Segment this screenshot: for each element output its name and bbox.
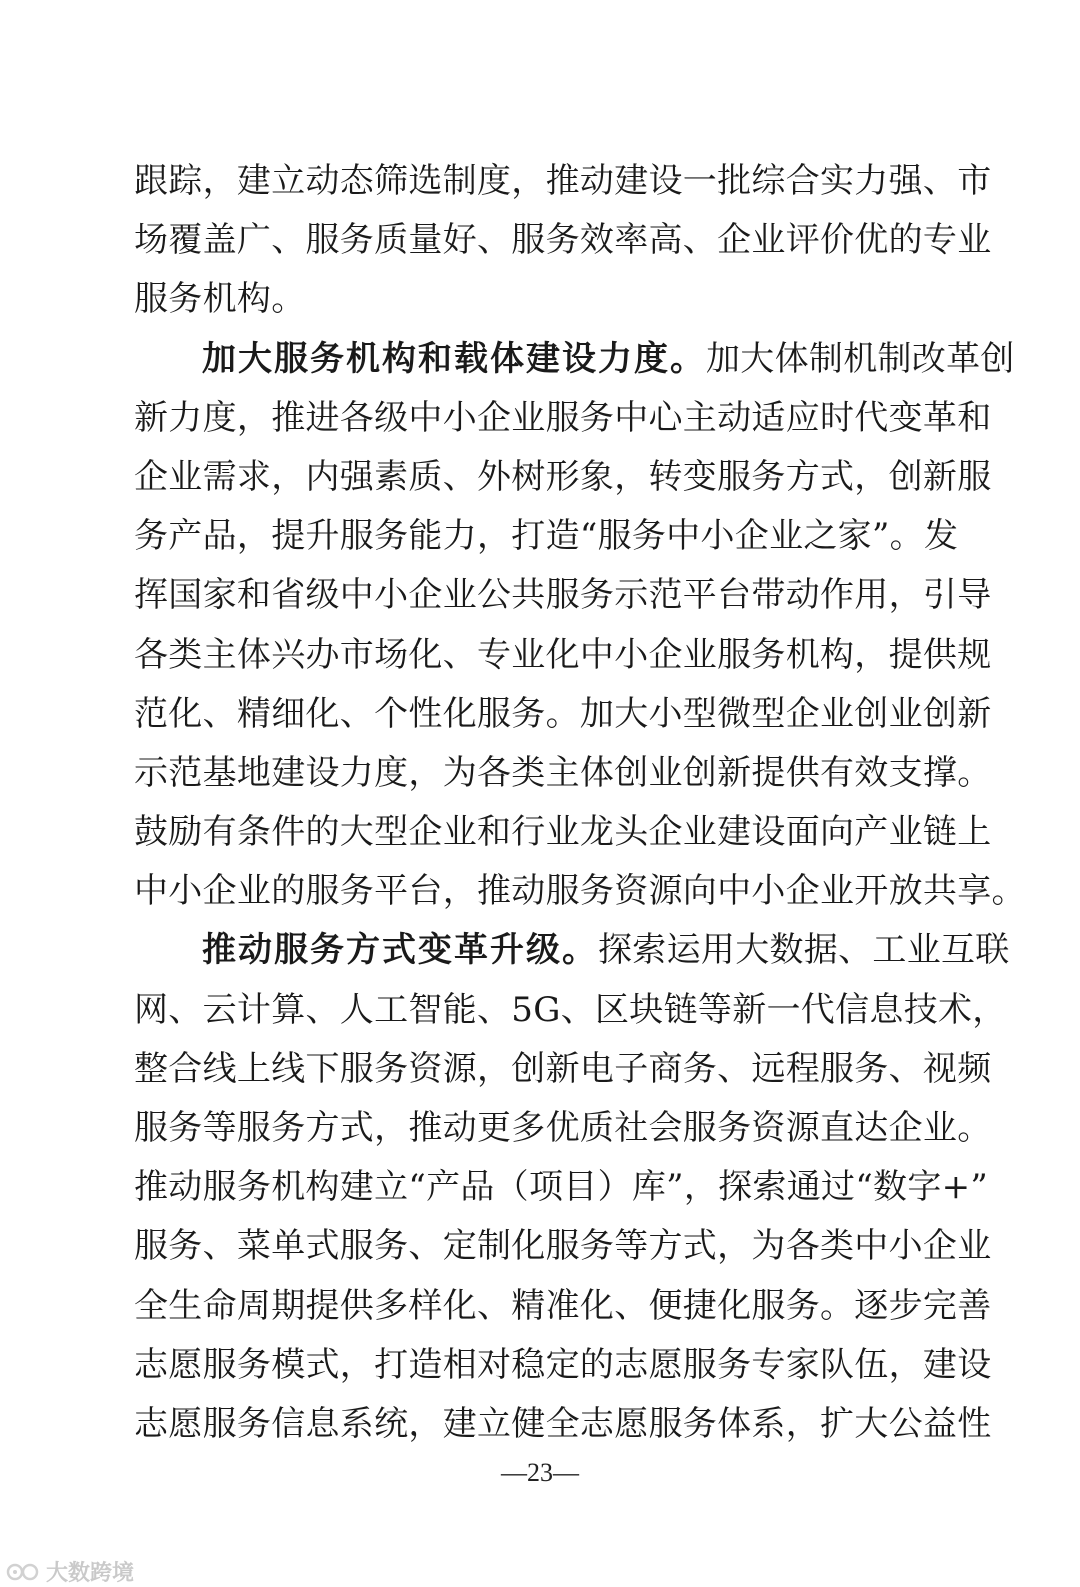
- watermark-text: 大数跨境: [46, 1561, 135, 1586]
- text-line: 挥国家和省级中小企业公共服务示范平台带动作用，引导: [134, 575, 992, 616]
- text-line: 志愿服务模式，打造相对稳定的志愿服务专家队伍，建设: [134, 1344, 992, 1385]
- text-line: 务产品，提升服务能力，打造“服务中小企业之家”。发: [134, 516, 959, 557]
- text-line: 全生命周期提供多样化、精准化、便捷化服务。逐步完善: [134, 1285, 992, 1326]
- text-line: 新力度，推进各级中小企业服务中心主动适应时代变革和: [134, 397, 992, 438]
- paragraph-3: [134, 921, 1010, 1454]
- text-line: 服务机构。: [134, 279, 306, 320]
- text-line: 服务等服务方式，推动更多优质社会服务资源直达企业。: [134, 1108, 992, 1148]
- text-line: 跟踪，建立动态筛选制度，推动建设一批综合实力强、市: [134, 161, 992, 201]
- watermark-logo-icon: [6, 1560, 40, 1584]
- text-line: 服务、菜单式服务、定制化服务等方式，为各类中小企业: [134, 1226, 992, 1267]
- paragraph-first-line: [134, 921, 1010, 980]
- document-body: [134, 152, 1026, 1454]
- text-line: 志愿服务信息系统，建立健全志愿服务体系，扩大公益性: [134, 1403, 992, 1444]
- paragraph-heading: 加大服务机构和载体建设力度。: [202, 338, 706, 379]
- text-line: 企业需求，内强素质、外树形象，转变服务方式，创新服: [134, 456, 992, 497]
- text-line: 推动服务机构建立“产品（项目）库”，探索通过“数字+”: [134, 1167, 989, 1208]
- paragraph-2: [134, 330, 1026, 922]
- paragraph-1: [134, 152, 992, 330]
- watermark: [6, 1556, 134, 1587]
- text-line: 网、云计算、人工智能、5G、区块链等新一代信息技术，: [134, 989, 1007, 1030]
- text-run: 加大体制机制改革创: [706, 338, 1015, 379]
- text-line: 整合线上线下服务资源，创新电子商务、远程服务、视频: [134, 1048, 992, 1089]
- page-number: —23—: [501, 1458, 579, 1487]
- text-line: 范化、精细化、个性化服务。加大小型微型企业创业创新: [134, 693, 992, 734]
- text-line: 示范基地建设力度，为各类主体创业创新提供有效支撑。: [134, 752, 992, 793]
- text-line: 各类主体兴办市场化、专业化中小企业服务机构，提供规: [134, 634, 992, 675]
- text-line: 场覆盖广、服务质量好、服务效率高、企业评价优的专业: [134, 220, 992, 261]
- text-line: 鼓励有条件的大型企业和行业龙头企业建设面向产业链上: [134, 812, 992, 853]
- paragraph-first-line: [134, 330, 1015, 389]
- paragraph-heading: 推动服务方式变革升级。: [202, 930, 598, 971]
- text-run: 探索运用大数据、工业互联: [598, 930, 1010, 971]
- text-line: 中小企业的服务平台，推动服务资源向中小企业开放共享。: [134, 871, 1026, 912]
